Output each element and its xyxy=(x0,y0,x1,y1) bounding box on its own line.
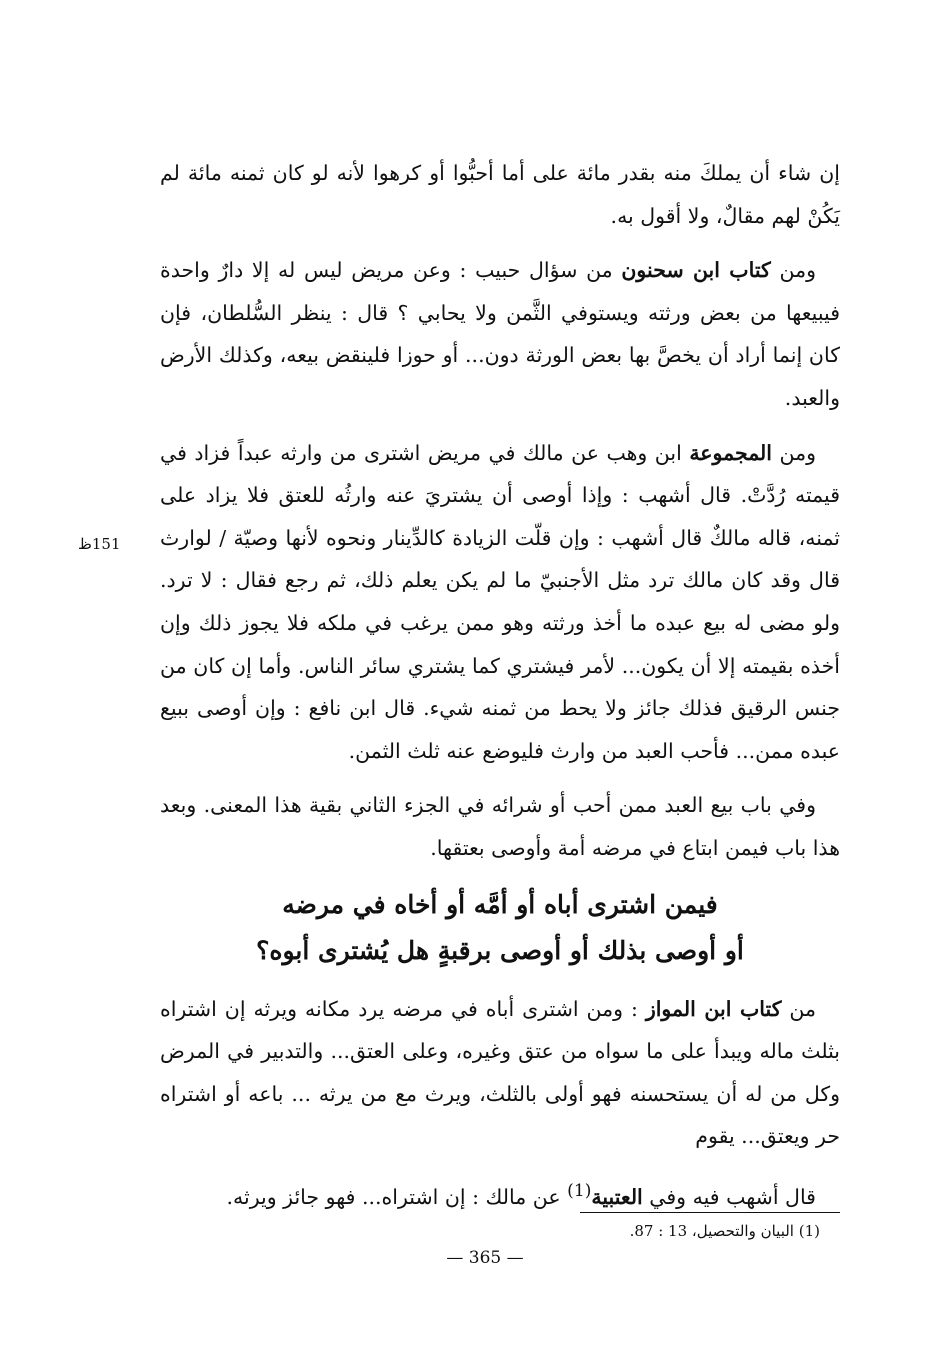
manuscript-folio-note: 151ظ xyxy=(78,535,121,553)
source-title: كتاب ابن سحنون xyxy=(621,258,771,283)
footnote: (1) البيان والتحصيل، 13 : 87. xyxy=(629,1222,820,1240)
source-title: المجموعة xyxy=(689,440,773,465)
heading-line-2: أو أوصى بذلك أو أوصى برقبةٍ هل يُشترى أبوه؟ xyxy=(256,935,744,965)
paragraph-4: وفي باب بيع العبد ممن أحب أو شرائه في الجزء الثاني بقية هذا المعنى. وبعد هذا باب فيمن ابتاع في مرضه أمة وأوصى بعتقها. xyxy=(160,793,840,860)
section-heading xyxy=(160,882,840,974)
source-title: كتاب ابن المواز xyxy=(645,996,782,1021)
paragraph-2: ومن كتاب ابن سحنون من سؤال حبيب : وعن مريض ليس له إلا دارٌ واحدة فيبيعها من بعض ورثته ويستوفي الثَّمن ولا يحابي ؟ قال : ينظر السُّلطان، فإن كان إنما أراد أن يخصَّ بها بعض الورثة دون... أو حوزا فلينقض بيعه، وكذلك الأرض والعبد. xyxy=(160,258,840,410)
page-number: — 365 — xyxy=(446,1248,524,1268)
source-title: العتبية xyxy=(591,1184,643,1209)
paragraph-6: قال أشهب فيه وفي العتبية$^{(1)}$ عن مالك : إن اشتراه... فهو جائز ويرثه. xyxy=(226,1180,816,1209)
paragraph-5: من كتاب ابن المواز : ومن اشترى أباه في مرضه يرد مكانه ويرثه إن اشتراه بثلث ماله ويبدأ على ما سواه من عتق وغيره، وعلى العتق... والتدبير في المرض وكل من له أن يستحسنه فهو أولى بالثلث، ويرث مع من يرثه ... باعه أو اشتراه حر ويعتق... يقوم xyxy=(160,996,840,1149)
footnote-divider xyxy=(580,1212,840,1213)
heading-line-1: فيمن اشترى أباه أو أمَّه أو أخاه في مرضه xyxy=(282,889,718,919)
paragraph-3: ومن المجموعة ابن وهب عن مالك في مريض اشترى من وارثه عبداً فزاد في قيمته رُدَّتْ. قال أشهب : وإذا أوصى أن يشتريَ عنه وارثُه للعتق فلا يزاد على ثمنه، قاله مالكٌ قال أشهب : وإن قلّت الزيادة كالدِّينار ونحوه لأنها وصيّة / لوارث قال وقد كان مالك ترد مثل الأجنبيّ ما لم يكن يعلم ذلك، ثم رجع فقال : لا ترد. ولو مضى له بيع عبده ما أخذ ورثته وهو ممن يرغب في ملكه فلا يجوز ذلك وإن أخذه بقيمته إلا أن يكون... لأمر فيشتري كما يشتري سائر الناس. وأما إن كان من جنس الرقيق فذلك جائز ولا يحط من ثمنه شيء. قال ابن نافع : وإن أوصى ببيع عبده ممن... فأحب العبد من وارث فليوضع عنه ثلث الثمن. xyxy=(160,440,840,763)
footnote-ref: (1) xyxy=(567,1180,592,1201)
main-text xyxy=(160,152,840,1230)
paragraph-1: إن شاء أن يملكَ منه بقدر مائة على أما أحبُّوا أو كرهوا لأنه لو كان ثمنه مائة لم يَكُنْ لهم مقالٌ، ولا أقول به. xyxy=(160,161,840,228)
